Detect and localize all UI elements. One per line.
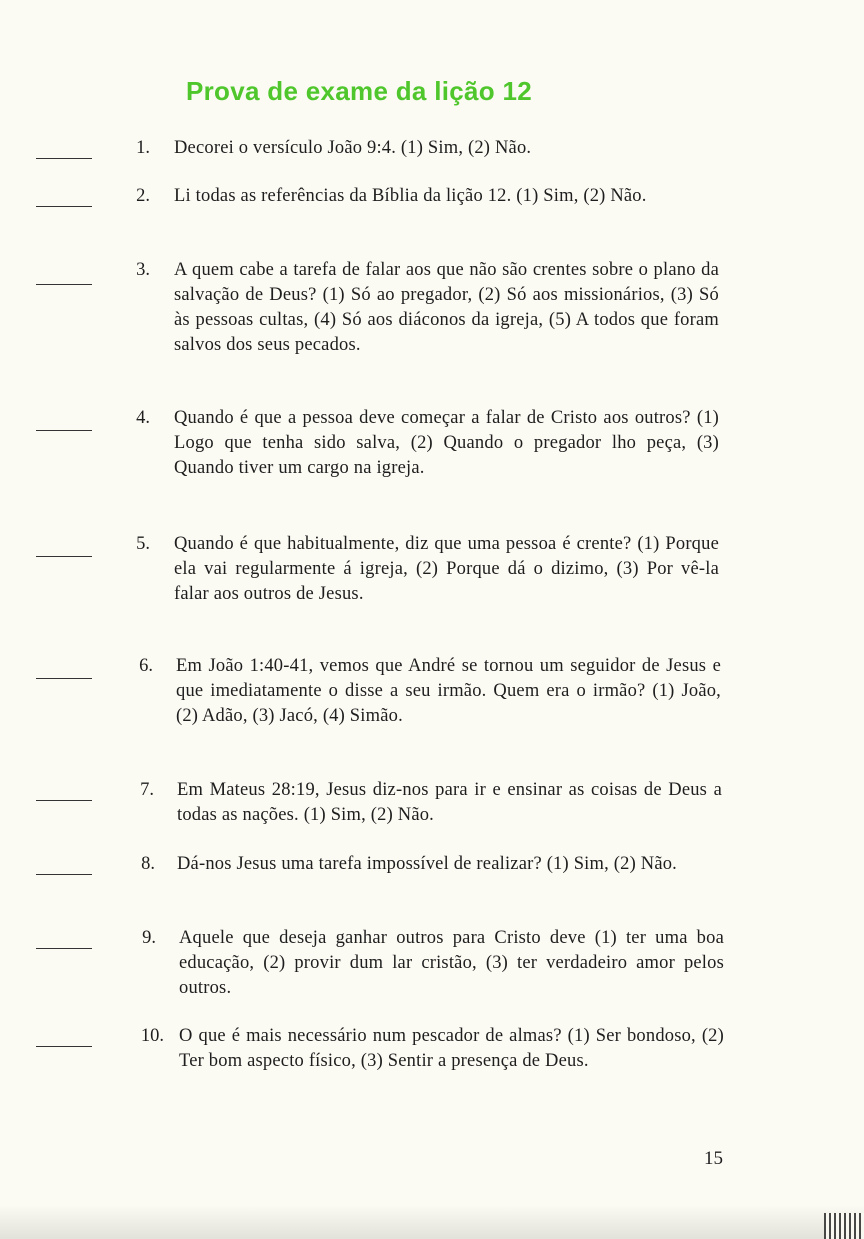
page-number: 15 <box>704 1148 723 1169</box>
question-text: O que é mais necessário num pescador de almas? (1) Ser bondoso, (2) Ter bom aspecto físico, (3) Sentir a presença de Deus. <box>179 1026 724 1071</box>
question-number: 7. <box>140 780 154 800</box>
question-text: Em João 1:40-41, vemos que André se tornou um seguidor de Jesus e que imediatamente o disse a seu irmão. Quem era o irmão? (1) João, (2) Adão, (3) Jacó, (4) Simão. <box>176 656 721 726</box>
answer-blank[interactable] <box>36 158 92 159</box>
question-text: Li todas as referências da Bíblia da lição 12. (1) Sim, (2) Não. <box>174 186 647 206</box>
question-text: Quando é que a pessoa deve começar a falar de Cristo aos outros? (1) Logo que tenha sido salva, (2) Quando o pregador lho peça, (3) Quando tiver um cargo na igreja. <box>174 408 719 478</box>
question-number: 8. <box>141 854 155 874</box>
question-number: 10. <box>140 1026 164 1046</box>
question-number: 2. <box>136 186 150 206</box>
question-text: Dá-nos Jesus uma tarefa impossível de realizar? (1) Sim, (2) Não. <box>177 854 678 874</box>
answer-blank[interactable] <box>36 284 92 285</box>
question-text: Aquele que deseja ganhar outros para Cristo deve (1) ter uma boa educação, (2) provir dum lar cristão, (3) ter verdadeiro amor pelos outros. <box>179 928 724 998</box>
question-text: Quando é que habitualmente, diz que uma pessoa é crente? (1) Porque ela vai regularmente á igreja, (2) Porque dá o dizimo, (3) Por vê-la falar aos outros de Jesus. <box>174 534 719 604</box>
question-text: A quem cabe a tarefa de falar aos que não são crentes sobre o plano da salvação de Deus? (1) Só ao pregador, (2) Só aos missionários, (3) Só às pessoas cultas, (4) Só aos diáconos da igreja, (5) A todos que foram salvos dos seus pecados. <box>174 260 719 355</box>
answer-blank[interactable] <box>36 556 92 557</box>
answer-blank[interactable] <box>36 430 92 431</box>
binding-edge-marks <box>824 1213 864 1239</box>
answer-blank[interactable] <box>36 1046 92 1047</box>
answer-blank[interactable] <box>36 874 92 875</box>
question-number: 3. <box>136 260 150 280</box>
question-number: 1. <box>136 138 150 158</box>
answer-blank[interactable] <box>36 206 92 207</box>
page-bottom-shadow <box>0 1205 864 1239</box>
page-title: Prova de exame da lição 12 <box>186 76 532 106</box>
question-number: 6. <box>139 656 153 676</box>
question-text: Em Mateus 28:19, Jesus diz-nos para ir e ensinar as coisas de Deus a todas as nações. (1) Sim, (2) Não. <box>177 780 722 825</box>
question-text: Decorei o versículo João 9:4. (1) Sim, (2) Não. <box>174 138 532 158</box>
question-number: 5. <box>136 534 150 554</box>
answer-blank[interactable] <box>36 800 92 801</box>
question-number: 4. <box>136 408 150 428</box>
question-number: 9. <box>142 928 156 948</box>
answer-blank[interactable] <box>36 678 92 679</box>
answer-blank[interactable] <box>36 948 92 949</box>
